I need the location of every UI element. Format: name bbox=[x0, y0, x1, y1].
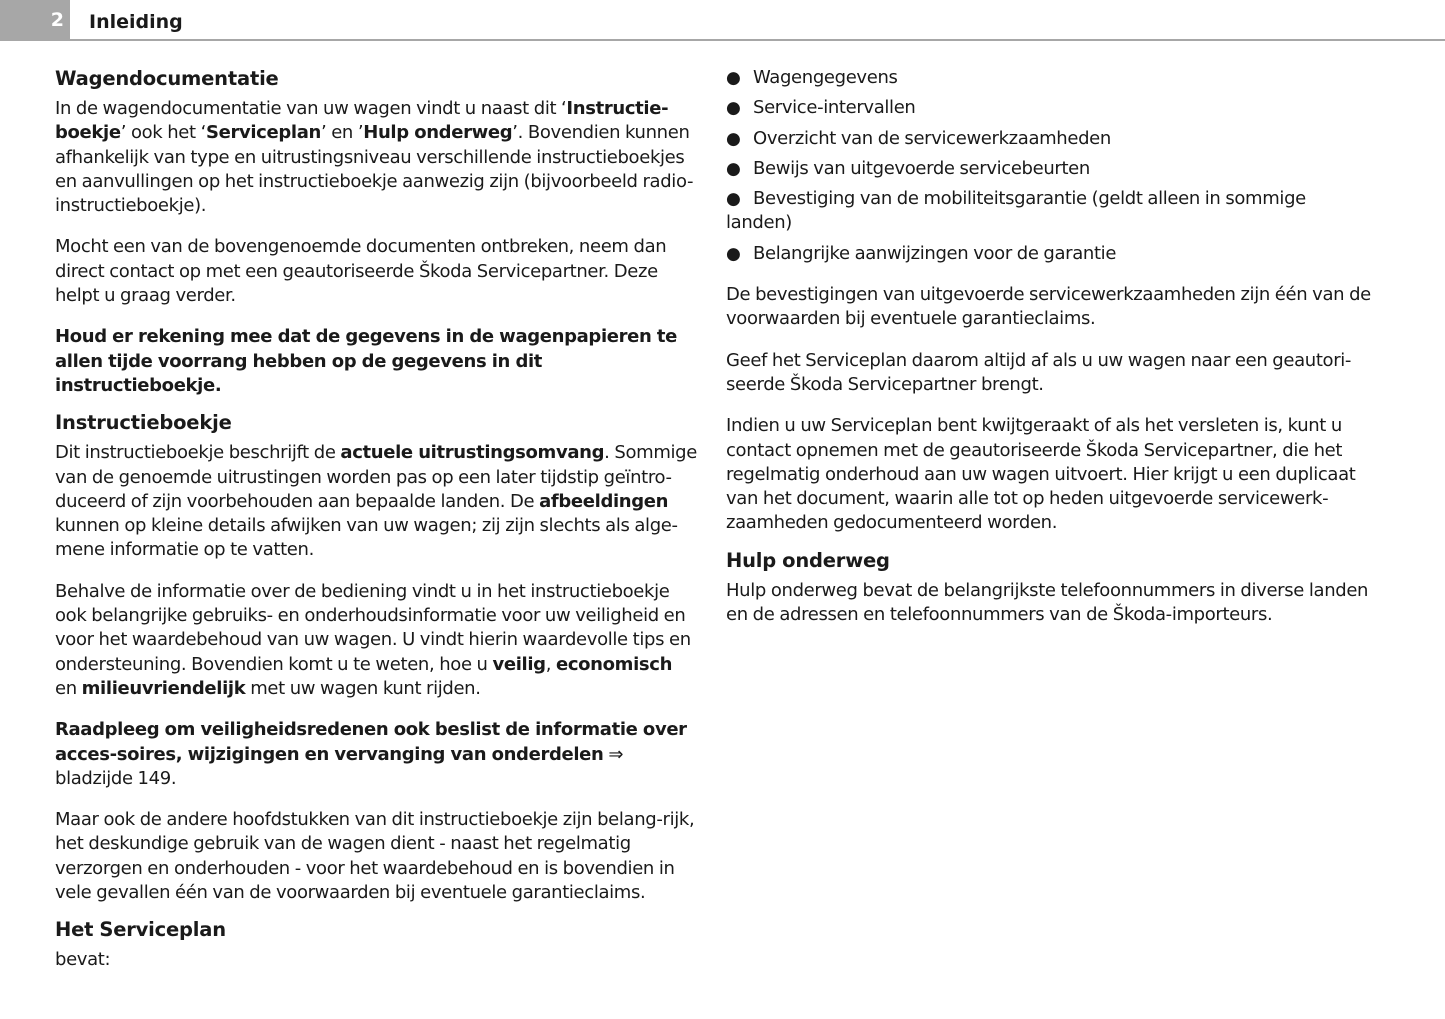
heading-wagendocumentatie: Wagendocumentatie bbox=[55, 67, 279, 90]
bullet-icon: ● bbox=[726, 128, 741, 149]
paragraph-missing-documents: Mocht een van de bovengenoemde documenten ontbreken, neem dan direct contact op met een geautoriseerde Škoda Servicepartner. Deze helpt u graag verder. bbox=[55, 236, 667, 307]
heading-serviceplan: Het Serviceplan bbox=[55, 918, 226, 942]
page-number: 2 bbox=[0, 0, 70, 40]
chapter-title: Inleiding bbox=[89, 11, 183, 33]
paragraph-priority-note: Houd er rekening mee dat de gegevens in de wagenpapieren te allen tijde voorrang hebben op de gegevens in dit instructieboekje. bbox=[55, 326, 678, 396]
paragraph-serviceplan-contains: bevat: bbox=[55, 949, 111, 971]
list-item: ● Bewijs van uitgevoerde servicebeurten bbox=[726, 157, 1371, 181]
paragraph-accessories-reference: Raadpleeg om veiligheidsredenen ook beslist de informatie over acces-soires, wijzigingen en vervanging van onderdelen ⇒ bladzijde 149. bbox=[55, 719, 687, 789]
paragraph-lost-serviceplan: Indien u uw Serviceplan bent kwijtgeraakt of als het versleten is, kunt u contact opnemen met de geautoriseerde Škoda Servicepartner, die het regelmatig onderhoud aan uw wagen uitvoert. Hier krijgt u een duplicaat van het document, waarin alle tot op heden uitgevoerde servicewerk-zaamheden gedocumenteerd worden. bbox=[726, 415, 1356, 534]
list-item: ● Belangrijke aanwijzingen voor de garantie bbox=[726, 242, 1371, 266]
page-reference-arrow-icon: ⇒ bbox=[608, 743, 624, 765]
paragraph-instructieboekje-info: Behalve de informatie over de bediening vindt u in het instructieboekje ook belangrijke gebruiks- en onderhoudsinformatie voor uw veiligheid en voor het waardebehoud van uw wagen. U vindt hierin waardevolle tips en ondersteuning. Bovendien komt u te weten, hoe u veilig, economisch en milieuvriendelijk met uw wagen kunt rijden. bbox=[55, 580, 691, 699]
page-reference-link[interactable]: bladzijde 149. bbox=[55, 767, 177, 789]
paragraph-hand-over-serviceplan: Geef het Serviceplan daarom altijd af als u uw wagen naar een geautori-seerde Škoda Servicepartner brengt. bbox=[726, 349, 1352, 395]
bullet-icon: ● bbox=[726, 68, 741, 88]
list-item: ● Overzicht van de servicewerkzaamheden bbox=[726, 127, 1371, 151]
bullet-icon: ● bbox=[726, 243, 741, 264]
paragraph-hulp-onderweg: Hulp onderweg bevat de belangrijkste telefoonnummers in diverse landen en de adressen en telefoonnummers van de Škoda-importeurs. bbox=[726, 579, 1369, 626]
bullet-icon: ● bbox=[726, 189, 741, 210]
serviceplan-contents-list bbox=[726, 66, 1371, 266]
left-column bbox=[55, 66, 697, 973]
bullet-icon: ● bbox=[726, 98, 741, 119]
heading-hulp-onderweg: Hulp onderweg bbox=[726, 548, 890, 572]
list-item: ● Wagengegevens bbox=[726, 66, 1371, 90]
page-header bbox=[0, 0, 1445, 42]
paragraph-instructieboekje-scope: Dit instructieboekje beschrijft de actuele uitrustingsomvang. Sommige van de genoemde uitrustingen worden pas op een later tijdstip geïntro-duceerd of zijn voorbehouden aan bepaalde landen. De afbeeldingen kunnen op kleine details afwijken van uw wagen; zij zijn slechts als alge-mene informatie op te vatten. bbox=[55, 442, 697, 561]
header-rule bbox=[0, 39, 1445, 41]
paragraph-other-chapters: Maar ook de andere hoofdstukken van dit instructieboekje zijn belang-rijk, het deskundige gebruik van de wagen dient - naast het regelmatig verzorgen en onderhouden - voor het waardebehoud en is bovendien in vele gevallen één van de voorwaarden bij eventuele garantieclaims. bbox=[55, 809, 695, 904]
list-item: ● Service-intervallen bbox=[726, 96, 1371, 120]
list-item: ● Bevestiging van de mobiliteitsgarantie (geldt alleen in sommige landen) bbox=[726, 188, 1306, 234]
heading-instructieboekje: Instructieboekje bbox=[55, 411, 232, 435]
paragraph-confirmations: De bevestigingen van uitgevoerde servicewerkzaamheden zijn één van de voorwaarden bij eventuele garantieclaims. bbox=[726, 284, 1371, 330]
bullet-icon: ● bbox=[726, 158, 741, 179]
right-column bbox=[726, 66, 1371, 627]
paragraph-wagendocumentatie-intro: In de wagendocumentatie van uw wagen vindt u naast dit ‘Instructie-boekje’ ook het ‘Serviceplan’ en ’Hulp onderweg’. Bovendien kunnen afhankelijk van type en uitrustingsniveau verschillende instructieboekjes en aanvullingen op het instructieboekje aanwezig zijn (bijvoorbeeld radio-instructieboekje). bbox=[55, 98, 694, 217]
